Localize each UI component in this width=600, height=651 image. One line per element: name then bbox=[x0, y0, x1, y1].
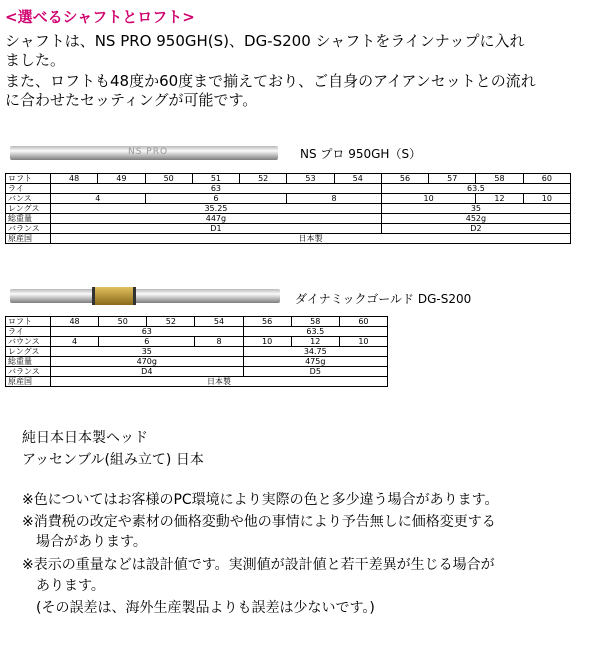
balance-cell: D2 bbox=[381, 224, 570, 234]
table-row bbox=[6, 194, 571, 204]
bounce-cell: 10 bbox=[523, 194, 570, 204]
dg-shaft-name: ダイナミックゴールド DG-S200 bbox=[295, 292, 472, 306]
note-line-4: ※表示の重量などは設計値です。実測値が設計値と若干差異が生じる場合が bbox=[22, 557, 495, 573]
dg-shaft-image bbox=[10, 289, 280, 303]
length-cell: 34.75 bbox=[243, 347, 387, 357]
bounce-cell: 8 bbox=[287, 194, 382, 204]
loft-cell: 60 bbox=[339, 317, 387, 327]
table-row bbox=[6, 337, 388, 347]
loft-cell: 50 bbox=[99, 317, 147, 327]
dg-gold-band-icon bbox=[92, 287, 136, 305]
loft-cell: 58 bbox=[476, 174, 523, 184]
weight-cell: 475g bbox=[243, 357, 387, 367]
weight-cell: 452g bbox=[381, 214, 570, 224]
bounce-cell: 6 bbox=[99, 337, 195, 347]
loft-cell: 54 bbox=[334, 174, 381, 184]
table-row bbox=[6, 214, 571, 224]
lie-cell: 63 bbox=[51, 184, 382, 194]
bounce-cell: 8 bbox=[195, 337, 243, 347]
lie-label: ライ bbox=[6, 184, 51, 194]
bounce-cell: 4 bbox=[51, 337, 99, 347]
intro-line-2: ました。 bbox=[5, 51, 66, 69]
length-cell: 35.25 bbox=[51, 204, 382, 214]
bounce-label: バンス bbox=[6, 194, 51, 204]
note-line-1: ※色についてはお客様のPC環境により実際の色と多少違う場合があります。 bbox=[22, 492, 499, 508]
origin-cell: 日本製 bbox=[51, 377, 388, 387]
bounce-cell: 12 bbox=[476, 194, 523, 204]
loft-cell: 49 bbox=[98, 174, 145, 184]
ns-spec-table bbox=[5, 173, 571, 244]
origin-cell: 日本製 bbox=[51, 234, 571, 244]
table-row bbox=[6, 234, 571, 244]
length-cell: 35 bbox=[381, 204, 570, 214]
table-row bbox=[6, 377, 388, 387]
bounce-cell: 10 bbox=[381, 194, 476, 204]
loft-cell: 48 bbox=[51, 317, 99, 327]
lie-cell: 63.5 bbox=[381, 184, 570, 194]
ns-shaft-image bbox=[10, 146, 278, 160]
note-line-3: 場合があります。 bbox=[22, 534, 147, 550]
lie-cell: 63 bbox=[51, 327, 244, 337]
lie-label: ライ bbox=[6, 327, 51, 337]
intro-line-4: に合わせたセッティングが可能です。 bbox=[5, 91, 258, 109]
length-label: レングス bbox=[6, 347, 51, 357]
loft-cell: 48 bbox=[51, 174, 98, 184]
balance-label: バランス bbox=[6, 224, 51, 234]
table-row bbox=[6, 367, 388, 377]
bounce-cell: 6 bbox=[145, 194, 287, 204]
bounce-cell: 4 bbox=[51, 194, 146, 204]
weight-cell: 447g bbox=[51, 214, 382, 224]
loft-cell: 60 bbox=[523, 174, 570, 184]
table-row bbox=[6, 327, 388, 337]
balance-cell: D1 bbox=[51, 224, 382, 234]
loft-cell: 52 bbox=[147, 317, 195, 327]
balance-cell: D5 bbox=[243, 367, 387, 377]
table-row bbox=[6, 357, 388, 367]
intro-line-3: また、ロフトも48度か60度まで揃えており、ご自身のアイアンセットとの流れ bbox=[5, 72, 536, 90]
bounce-cell: 10 bbox=[243, 337, 291, 347]
loft-label: ロフト bbox=[6, 317, 51, 327]
ns-shaft-logo: NS PRO bbox=[128, 147, 169, 157]
table-row bbox=[6, 224, 571, 234]
length-cell: 35 bbox=[51, 347, 244, 357]
loft-cell: 50 bbox=[145, 174, 192, 184]
loft-cell: 58 bbox=[291, 317, 339, 327]
table-row bbox=[6, 174, 571, 184]
intro-line-1: シャフトは、NS PRO 950GH(S)、DG-S200 シャフトをラインナップに入れ bbox=[5, 32, 525, 50]
loft-label: ロフト bbox=[6, 174, 51, 184]
table-row bbox=[6, 317, 388, 327]
balance-cell: D4 bbox=[51, 367, 244, 377]
weight-cell: 470g bbox=[51, 357, 244, 367]
bounce-cell: 12 bbox=[291, 337, 339, 347]
origin-label: 原産国 bbox=[6, 377, 51, 387]
bounce-cell: 10 bbox=[339, 337, 387, 347]
loft-cell: 53 bbox=[287, 174, 334, 184]
note-line-2: ※消費税の改定や素材の価格変動や他の事情により予告無しに価格変更する bbox=[22, 514, 496, 530]
loft-cell: 56 bbox=[243, 317, 291, 327]
loft-cell: 56 bbox=[381, 174, 428, 184]
ns-shaft-name: NS プロ 950GH（S） bbox=[300, 147, 422, 161]
table-row bbox=[6, 184, 571, 194]
lie-cell: 63.5 bbox=[243, 327, 387, 337]
loft-cell: 52 bbox=[240, 174, 287, 184]
balance-label: バランス bbox=[6, 367, 51, 377]
dg-spec-table bbox=[5, 316, 388, 387]
loft-cell: 54 bbox=[195, 317, 243, 327]
assembly-text: アッセンブル(組み立て) 日本 bbox=[22, 452, 204, 468]
loft-cell: 57 bbox=[429, 174, 476, 184]
table-row bbox=[6, 347, 388, 357]
table-row bbox=[6, 204, 571, 214]
note-line-6: (その誤差は、海外生産製品よりも誤差は少ないです。) bbox=[22, 600, 375, 616]
note-line-5: あります。 bbox=[22, 578, 105, 594]
head-origin-text: 純日本日本製ヘッド bbox=[22, 430, 148, 446]
section-heading: <選べるシャフトとロフト> bbox=[5, 8, 195, 26]
weight-label: 総重量 bbox=[6, 214, 51, 224]
length-label: レングス bbox=[6, 204, 51, 214]
weight-label: 総重量 bbox=[6, 357, 51, 367]
loft-cell: 51 bbox=[192, 174, 239, 184]
bounce-label: バウンス bbox=[6, 337, 51, 347]
origin-label: 原産国 bbox=[6, 234, 51, 244]
